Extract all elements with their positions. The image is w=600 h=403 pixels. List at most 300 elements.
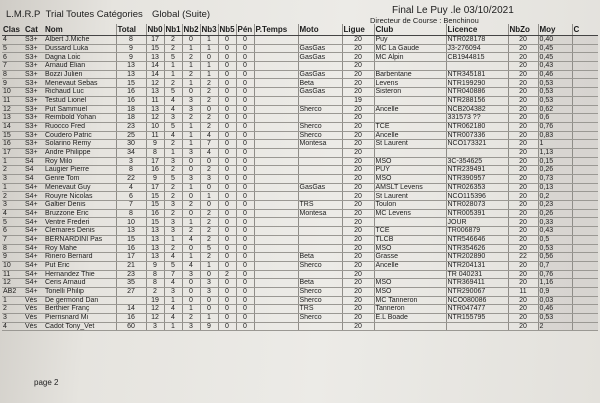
table-cell: 0 [236,279,254,288]
table-cell [572,148,598,157]
table-cell: 0 [218,114,236,123]
table-cell: 0,43 [538,62,572,71]
table-row [2,70,598,79]
director-label: Directeur de Course : Benchinou [370,16,479,25]
table-cell: 0 [182,279,200,288]
table-cell: 20 [342,287,374,296]
table-cell: 8 [146,279,164,288]
table-cell: 1 [2,157,24,166]
table-cell: 0 [218,88,236,97]
table-row [2,253,598,262]
table-cell: 0 [218,70,236,79]
table-cell: Beta [298,279,342,288]
table-row [2,279,598,288]
table-cell: TRS [298,305,342,314]
table-cell: 2 [200,166,218,175]
table-cell: 12 [146,314,164,323]
table-cell: Bozzi Julien [44,70,116,79]
table-cell [254,201,298,210]
table-cell [572,270,598,279]
table-cell: S4 [24,157,44,166]
table-cell: 0 [236,62,254,71]
table-cell: 10 [146,122,164,131]
table-cell: 3 [182,148,200,157]
table-cell: 1 [200,314,218,323]
table-cell: 10 [2,261,24,270]
table-cell: 0 [200,183,218,192]
table-cell [572,209,598,218]
table-cell: 0 [218,105,236,114]
table-cell: 1 [164,296,182,305]
table-cell: Sisteron [374,88,446,97]
table-cell: 0 [182,88,200,97]
table-cell: Ruocco Fred [44,122,116,131]
table-cell: 3 [2,201,24,210]
scope-label: Global (Suite) [152,9,211,20]
table-cell: 20 [342,175,374,184]
table-cell: S4+ [24,253,44,262]
table-cell: 4 [2,36,24,45]
table-cell [572,261,598,270]
table-cell [298,244,342,253]
table-cell: MC Alpin [374,53,446,62]
table-cell: St Laurent [374,192,446,201]
table-cell: Tanneron [374,305,446,314]
table-cell: 8 [116,36,146,45]
table-cell: Tonelli Philip [44,287,116,296]
table-cell: 2 [182,227,200,236]
table-cell: 20 [508,322,538,331]
table-cell: 12 [2,105,24,114]
table-row [2,261,598,270]
table-cell: Montesa [298,140,342,149]
table-cell: Sherco [298,287,342,296]
final-date-label: Final Le Puy .le 03/10/2021 [392,5,514,16]
table-cell: Sherco [298,122,342,131]
table-cell: MSO [374,287,446,296]
table-cell: 1 [200,62,218,71]
table-cell: 17 [146,183,164,192]
table-cell: 0 [218,166,236,175]
table-cell: Ancelle [374,131,446,140]
table-cell: 19 [342,96,374,105]
table-cell: 2 [2,192,24,201]
column-header: Ligue [342,24,374,36]
table-cell [572,279,598,288]
table-cell: BERNARDINI Pas [44,235,116,244]
table-cell: 13 [146,227,164,236]
table-cell: TCE [374,122,446,131]
table-cell: 5 [164,122,182,131]
table-cell: 13 [116,70,146,79]
table-cell: 0 [236,79,254,88]
table-cell: 0 [236,140,254,149]
table-cell: 0,40 [538,36,572,45]
table-cell [298,114,342,123]
table-cell: TR 040231 [446,270,508,279]
table-cell: 3 [146,322,164,331]
table-cell: 2 [164,244,182,253]
table-cell [254,131,298,140]
table-cell: 30 [116,140,146,149]
table-cell: Sherco [298,314,342,323]
column-header: Nom [44,24,116,36]
table-cell: PUY [374,166,446,175]
table-cell: NTR047477 [446,305,508,314]
table-cell: 20 [342,131,374,140]
table-cell [572,114,598,123]
table-cell: 0 [200,305,218,314]
table-cell [298,148,342,157]
table-cell [254,96,298,105]
table-cell: 20 [342,314,374,323]
table-cell: NTR345181 [446,70,508,79]
table-cell: 3 [200,279,218,288]
table-cell: S3+ [24,70,44,79]
table-cell [374,62,446,71]
table-cell: NCO115396 [446,192,508,201]
table-cell: S4+ [24,183,44,192]
table-cell: 15 [116,235,146,244]
table-cell [572,70,598,79]
table-row [2,218,598,227]
table-row [2,183,598,192]
table-cell: Sherco [298,105,342,114]
table-cell: 15 [146,218,164,227]
table-cell: Laugier Pierre [44,166,116,175]
table-cell: 1,13 [538,148,572,157]
table-cell: 0 [218,183,236,192]
table-cell: 1 [164,148,182,157]
table-cell [572,122,598,131]
table-cell: 0 [236,192,254,201]
table-cell: Dussard Luka [44,44,116,53]
table-cell: 0 [218,192,236,201]
table-cell: 16 [2,140,24,149]
table-cell: 2 [182,201,200,210]
table-cell: 0 [218,62,236,71]
table-cell: 20 [508,44,538,53]
table-cell: AMSLT Levens [374,183,446,192]
table-cell [374,148,446,157]
table-cell: 20 [508,70,538,79]
column-header: Nb0 [147,24,163,34]
table-row [2,96,598,105]
table-cell: 3 [182,322,200,331]
table-cell: 2 [164,140,182,149]
table-cell: Ceris Arnaud [44,279,116,288]
table-cell: 20 [342,140,374,149]
table-cell: 0 [236,122,254,131]
table-cell: 0 [218,122,236,131]
table-cell: 21 [116,261,146,270]
table-cell: 14 [146,70,164,79]
table-cell: Dagna Loic [44,53,116,62]
table-cell: 0,45 [538,53,572,62]
table-cell: NTR005391 [446,209,508,218]
table-cell [572,131,598,140]
table-cell: 2 [146,287,164,296]
table-cell: 6 [2,227,24,236]
table-cell: 3 [164,114,182,123]
table-cell: 20 [508,36,538,45]
table-cell: 2 [200,253,218,262]
table-cell: 1 [2,183,24,192]
table-cell: 20 [508,314,538,323]
table-cell [254,79,298,88]
table-cell: 0 [200,270,218,279]
table-cell: S4+ [24,270,44,279]
table-cell: NTR369411 [446,279,508,288]
table-cell: 1 [164,62,182,71]
table-cell: 4 [164,105,182,114]
table-cell: 0 [218,279,236,288]
table-cell: 3 [200,287,218,296]
table-cell: 0 [182,209,200,218]
table-cell [254,114,298,123]
table-cell: 0 [218,218,236,227]
table-cell: 2 [182,53,200,62]
table-cell: 2 [182,314,200,323]
table-cell: 15 [2,131,24,140]
table-cell: 0,43 [538,227,572,236]
table-cell: MSO [374,157,446,166]
table-cell: 0 [218,53,236,62]
table-cell: NCO080086 [446,296,508,305]
table-cell: 27 [116,287,146,296]
table-cell: 8 [116,209,146,218]
table-cell: 2 [182,114,200,123]
table-cell: 9 [2,253,24,262]
table-cell [254,70,298,79]
table-cell: 3C-354625 [446,157,508,166]
table-cell: 0 [218,287,236,296]
table-cell [298,62,342,71]
table-cell: 4 [164,314,182,323]
table-cell: 22 [116,175,146,184]
table-cell: 0,46 [538,70,572,79]
table-cell: 7 [2,62,24,71]
table-cell: 16 [116,244,146,253]
column-header: Cat [24,24,44,36]
table-cell: 0,46 [538,305,572,314]
table-cell: 0 [236,36,254,45]
table-cell [572,218,598,227]
table-cell: MSO [374,175,446,184]
table-cell: 0,45 [538,44,572,53]
table-cell: 4 [200,131,218,140]
column-header: Nb1 [165,24,181,34]
table-cell: 3 [164,157,182,166]
table-cell: 2 [182,70,200,79]
table-cell: 2 [164,209,182,218]
table-cell: 2 [164,44,182,53]
table-cell: Vés [24,322,44,331]
table-cell [254,36,298,45]
table-cell: E.L Boade [374,314,446,323]
table-cell [374,322,446,331]
table-cell: 0 [218,44,236,53]
table-cell: 1 [200,36,218,45]
table-cell: 0 [236,148,254,157]
table-cell: 0 [236,175,254,184]
table-cell: 1 [182,218,200,227]
table-cell: 20 [342,296,374,305]
table-cell [446,62,508,71]
table-cell: TCE [374,227,446,236]
table-cell: 5 [2,218,24,227]
table-cell: 3 [182,175,200,184]
column-header: Club [374,24,446,36]
table-cell: Vés [24,296,44,305]
table-header-row [2,24,598,36]
table-cell: 20 [342,70,374,79]
table-cell: NTR288156 [446,96,508,105]
table-cell: 0 [200,157,218,166]
table-cell: 6 [116,192,146,201]
table-cell: 8 [2,70,24,79]
table-cell: 11 [2,96,24,105]
table-cell [572,192,598,201]
table-cell [572,88,598,97]
table-row [2,62,598,71]
table-cell [298,36,342,45]
table-cell: 20 [508,218,538,227]
table-cell: 0 [182,287,200,296]
table-cell: 20 [342,209,374,218]
table-cell: S4+ [24,227,44,236]
table-cell: 20 [342,235,374,244]
table-cell: 20 [508,305,538,314]
table-cell: 0 [236,314,254,323]
table-cell: 3 [2,175,24,184]
table-cell [298,235,342,244]
column-header: Moto [298,24,342,36]
table-cell: 20 [342,305,374,314]
table-cell: Coudero Patric [44,131,116,140]
table-cell [254,62,298,71]
table-cell: 20 [508,270,538,279]
table-cell: 14 [116,305,146,314]
table-cell [298,270,342,279]
table-cell: 20 [342,79,374,88]
table-cell: 0 [200,53,218,62]
table-cell: Grasse [374,253,446,262]
table-row [2,270,598,279]
table-cell: NTR155795 [446,314,508,323]
table-cell: 23 [116,270,146,279]
column-header: NbZo [508,24,538,36]
table-cell: 4 [182,235,200,244]
table-cell: 0 [218,235,236,244]
table-cell: 0 [236,166,254,175]
table-cell: NTR040886 [446,88,508,97]
table-cell: 2 [164,192,182,201]
table-cell: 0 [182,36,200,45]
table-cell: 2 [164,166,182,175]
table-cell: 0 [236,253,254,262]
table-cell: 3 [164,227,182,236]
table-cell: 34 [116,148,146,157]
table-cell [572,314,598,323]
table-cell: 2 [200,235,218,244]
table-row [2,314,598,323]
table-cell: 20 [342,261,374,270]
table-row [2,53,598,62]
table-cell [254,244,298,253]
table-cell: 20 [342,88,374,97]
table-cell: 0 [218,244,236,253]
table-cell: NCB204382 [446,105,508,114]
table-cell: Cadot Tony_Vet [44,322,116,331]
table-cell: 4 [164,305,182,314]
table-cell: 5 [164,261,182,270]
table-cell: Menevaut Guy [44,183,116,192]
table-row [2,322,598,331]
table-cell [254,261,298,270]
table-cell [254,314,298,323]
table-cell: 16 [116,88,146,97]
table-cell: 20 [508,114,538,123]
table-cell [254,53,298,62]
table-cell: 20 [342,62,374,71]
table-cell: 4 [2,322,24,331]
table-cell: 20 [508,53,538,62]
table-cell [572,201,598,210]
table-cell: 12 [2,279,24,288]
table-row [2,175,598,184]
table-cell [254,183,298,192]
table-cell: 1 [182,183,200,192]
table-cell: 20 [342,253,374,262]
table-cell: 0 [218,148,236,157]
table-cell [572,227,598,236]
table-cell [298,322,342,331]
table-cell: 0,26 [538,209,572,218]
table-cell: 20 [508,157,538,166]
table-cell: NTR007336 [446,131,508,140]
table-cell [254,209,298,218]
table-cell: 11 [146,131,164,140]
table-cell: 2 [200,88,218,97]
table-cell [254,227,298,236]
table-cell: 0,53 [538,244,572,253]
table-cell: 20 [508,209,538,218]
table-cell: 20 [342,183,374,192]
table-cell: 4 [164,253,182,262]
table-row [2,296,598,305]
table-cell: Reimbold Yohan [44,114,116,123]
table-cell: 3 [182,270,200,279]
table-cell [254,166,298,175]
column-header: Moy [538,24,572,36]
table-cell: 20 [508,105,538,114]
table-row [2,36,598,45]
table-cell: S3+ [24,79,44,88]
table-cell: 3 [2,314,24,323]
table-cell [298,218,342,227]
table-cell: 0 [236,201,254,210]
table-cell: 7 [200,140,218,149]
table-cell: 6 [2,53,24,62]
table-cell: NCO173321 [446,140,508,149]
table-cell: 0 [236,296,254,305]
table-cell: Ancelle [374,105,446,114]
table-cell: 0 [236,261,254,270]
table-cell: Toulon [374,201,446,210]
table-cell: 0,83 [538,131,572,140]
table-cell: S3+ [24,140,44,149]
